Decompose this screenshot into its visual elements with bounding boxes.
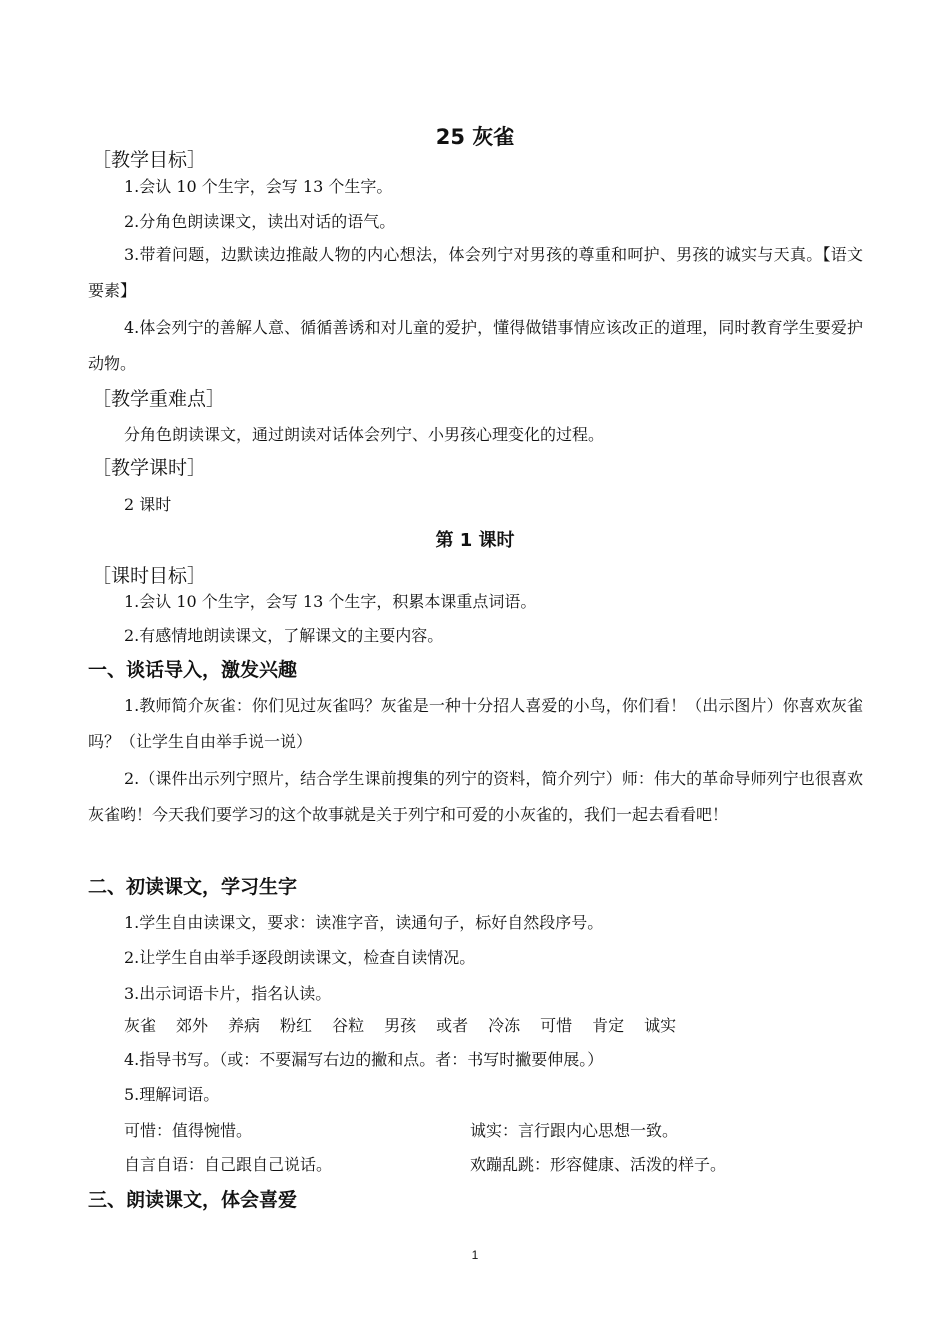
word-card: 郊外 bbox=[176, 1016, 209, 1035]
goal-item: 1.会认 10 个生字，会写 13 个生字。 bbox=[124, 177, 393, 196]
page-number: 1 bbox=[471, 1248, 479, 1262]
goal-item: 2.分角色朗读课文，读出对话的语气。 bbox=[124, 212, 396, 231]
lesson-1-heading: 第 1 课时 bbox=[435, 530, 515, 551]
class-hours-text: 2 课时 bbox=[124, 495, 172, 514]
part-1-paragraph bbox=[88, 688, 863, 760]
page-title: 25 灰雀 bbox=[435, 125, 515, 149]
part-1-heading: 一、谈话导入，激发兴趣 bbox=[88, 659, 298, 681]
part-1-text: 2.（课件出示列宁照片，结合学生课前搜集的列宁的资料，简介列宁）师：伟大的革命导师列宁也很喜欢灰雀哟！今天我们要学习的这个故事就是关于列宁和可爱的小灰雀的，我们一起去看看吧！ bbox=[88, 769, 863, 824]
word-card: 冷冻 bbox=[488, 1016, 521, 1035]
definition-right: 诚实：言行跟内心思想一致。 bbox=[470, 1121, 679, 1140]
part-2-item: 4.指导书写。（或：不要漏写右边的撇和点。者：书写时撇要伸展。） bbox=[124, 1050, 604, 1069]
word-card: 粉红 bbox=[280, 1016, 313, 1035]
part-2-item: 5.理解词语。 bbox=[124, 1085, 220, 1104]
goal-paragraph bbox=[88, 237, 863, 309]
lesson-goals-heading: ［课时目标］ bbox=[92, 565, 207, 587]
definition-left: 可惜：值得惋惜。 bbox=[124, 1121, 253, 1140]
lesson-goal-item: 1.会认 10 个生字，会写 13 个生字，积累本课重点词语。 bbox=[124, 592, 537, 611]
word-card: 或者 bbox=[436, 1016, 469, 1035]
word-card: 谷粒 bbox=[332, 1016, 365, 1035]
definition-left: 自言自语：自己跟自己说话。 bbox=[124, 1155, 333, 1174]
part-1-paragraph bbox=[88, 761, 863, 833]
part-2-item: 2.让学生自由举手逐段朗读课文，检查自读情况。 bbox=[124, 948, 476, 967]
goal-paragraph bbox=[88, 310, 863, 382]
teaching-goals-heading: ［教学目标］ bbox=[92, 149, 207, 171]
key-points-text: 分角色朗读课文，通过朗读对话体会列宁、小男孩心理变化的过程。 bbox=[124, 425, 605, 444]
part-2-heading: 二、初读课文，学习生字 bbox=[88, 876, 298, 898]
part-3-heading: 三、朗读课文，体会喜爱 bbox=[88, 1189, 298, 1211]
part-2-item: 3.出示词语卡片，指名认读。 bbox=[124, 984, 332, 1003]
class-hours-heading: ［教学课时］ bbox=[92, 457, 207, 479]
word-card: 可惜 bbox=[540, 1016, 573, 1035]
word-card: 肯定 bbox=[592, 1016, 625, 1035]
word-cards bbox=[124, 1014, 696, 1038]
goal-item: 3.带着问题，边默读边推敲人物的内心想法，体会列宁对男孩的尊重和呵护、男孩的诚实与天真。【语文要素】 bbox=[88, 245, 863, 300]
goal-item: 4.体会列宁的善解人意、循循善诱和对儿童的爱护，懂得做错事情应该改正的道理，同时教育学生要爱护动物。 bbox=[88, 318, 863, 373]
lesson-goal-item: 2.有感情地朗读课文，了解课文的主要内容。 bbox=[124, 626, 444, 645]
part-1-text: 1.教师简介灰雀：你们见过灰雀吗？灰雀是一种十分招人喜爱的小鸟，你们看！（出示图片）你喜欢灰雀吗？（让学生自由举手说一说） bbox=[88, 696, 863, 751]
key-points-heading: ［教学重难点］ bbox=[92, 388, 226, 410]
word-card: 养病 bbox=[228, 1016, 261, 1035]
part-2-item: 1.学生自由读课文，要求：读准字音，读通句子，标好自然段序号。 bbox=[124, 913, 604, 932]
word-card: 男孩 bbox=[384, 1016, 417, 1035]
word-card: 诚实 bbox=[644, 1016, 677, 1035]
definition-right: 欢蹦乱跳：形容健康、活泼的样子。 bbox=[470, 1155, 727, 1174]
word-card: 灰雀 bbox=[124, 1016, 157, 1035]
